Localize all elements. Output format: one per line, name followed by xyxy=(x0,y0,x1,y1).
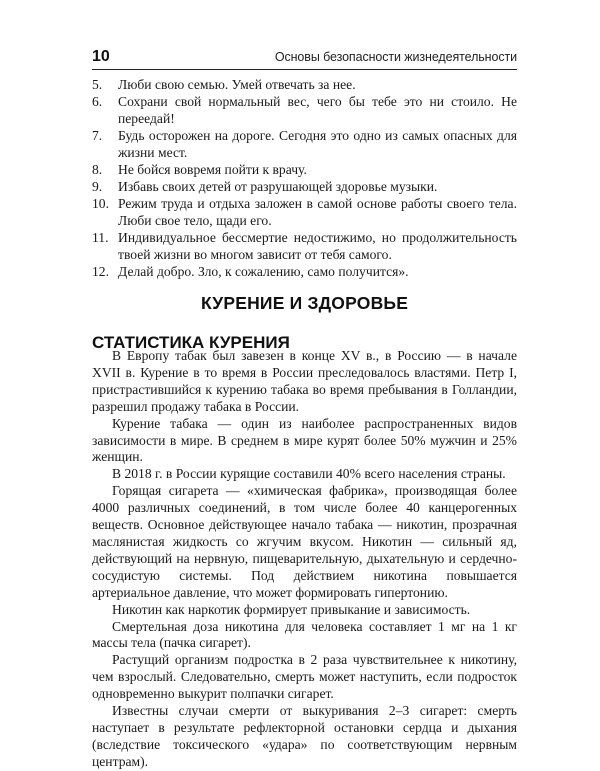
list-item-text: Будь осторожен на дороге. Сегодня это одно из самых опасных для жизни мест. xyxy=(118,128,517,160)
list-item-text: Сохрани свой нормальный вес, чего бы тебе это ни стоило. Не переедай! xyxy=(118,94,517,126)
section-title: КУРЕНИЕ И ЗДОРОВЬЕ xyxy=(200,292,409,313)
paragraph: В Европу табак был завезен в конце XV в., в Россию — в начале XVII в. Курение в то время в России преследовалось властями. Петр I, пристрастившийся к курению табака во время пребывания в Голландии, разрешил продажу табака в России. xyxy=(92,348,517,414)
list-item-text: Избавь своих детей от разрушающей здоровье музыки. xyxy=(118,179,438,194)
list-item xyxy=(92,178,517,195)
list-item xyxy=(92,76,517,93)
paragraph: Курение табака — один из наиболее распространенных видов зависимости в мире. В среднем в мире курят более 50% мужчин и 25% женщин. xyxy=(92,415,517,465)
list-item-text: Люби свою семью. Умей отвечать за нее. xyxy=(118,77,356,92)
subsection-title: СТАТИСТИКА КУРЕНИЯ xyxy=(92,333,290,353)
list-item xyxy=(92,229,517,263)
paragraph: Растущий организм подростка в 2 раза чувствительнее к никотину, чем взрослый. Следовательно, смерть может наступить, если подросток одновременно выкурит полпачки сигарет. xyxy=(92,652,517,702)
list-item-number: 10. xyxy=(92,196,109,211)
list-item-number: 11. xyxy=(92,230,109,245)
list-item xyxy=(92,161,517,178)
header-rule xyxy=(92,69,517,70)
list-item-number: 12. xyxy=(92,264,109,279)
paragraph: Известны случаи смерти от выкуривания 2–3 сигарет: смерть наступает в результате рефлекторной остановки сердца и дыхания (вследствие токсического «удара» по соответствующим нервным центрам). xyxy=(92,703,517,769)
paragraph: Горящая сигарета — «химическая фабрика», производящая более 4000 различных соединений, в том числе более 40 канцерогенных веществ. Основное действующее начало табака — никотин, прозрачная маслянистая жидкость со жгучим вкусом. Никотин — сильный яд, действующий на нервную, пищеварительную, дыхательную и сердечно-сосудистую системы. Под действием никотина повышается артериальное давление, что может формировать гипертонию. xyxy=(92,483,517,600)
paragraph: Никотин как наркотик формирует привыкание и зависимость. xyxy=(112,601,471,617)
list-item xyxy=(92,127,517,161)
list-item xyxy=(92,195,517,229)
paragraph: Смертельная доза никотина для человека составляет 1 мг на 1 кг массы тела (пачка сигарет). xyxy=(92,618,517,651)
rules-list xyxy=(92,76,517,280)
running-title: Основы безопасности жизнедеятельности xyxy=(274,50,517,64)
list-item-text: Режим труда и отдыха заложен в самой основе работы своего тела. Люби свое тело, щади его. xyxy=(118,196,517,228)
list-item-number: 5. xyxy=(92,77,103,92)
list-item xyxy=(92,93,517,127)
paragraph: В 2018 г. в России курящие составили 40% всего населения страны. xyxy=(112,466,506,482)
list-item-number: 7. xyxy=(92,128,103,143)
list-item-number: 8. xyxy=(92,162,103,177)
running-header xyxy=(92,47,517,67)
list-item-text: Делай добро. Зло, к сожалению, само получится». xyxy=(118,264,409,279)
list-item-text: Индивидуальное бессмертие недостижимо, но продолжительность твоей жизни во многом зависит от тебя самого. xyxy=(118,230,517,262)
list-item-text: Не бойся вовремя пойти к врачу. xyxy=(118,162,307,177)
body-text xyxy=(92,348,517,771)
list-item-number: 6. xyxy=(92,94,103,109)
list-item xyxy=(92,263,517,280)
list-item-number: 9. xyxy=(92,179,103,194)
page-number: 10 xyxy=(92,48,110,65)
